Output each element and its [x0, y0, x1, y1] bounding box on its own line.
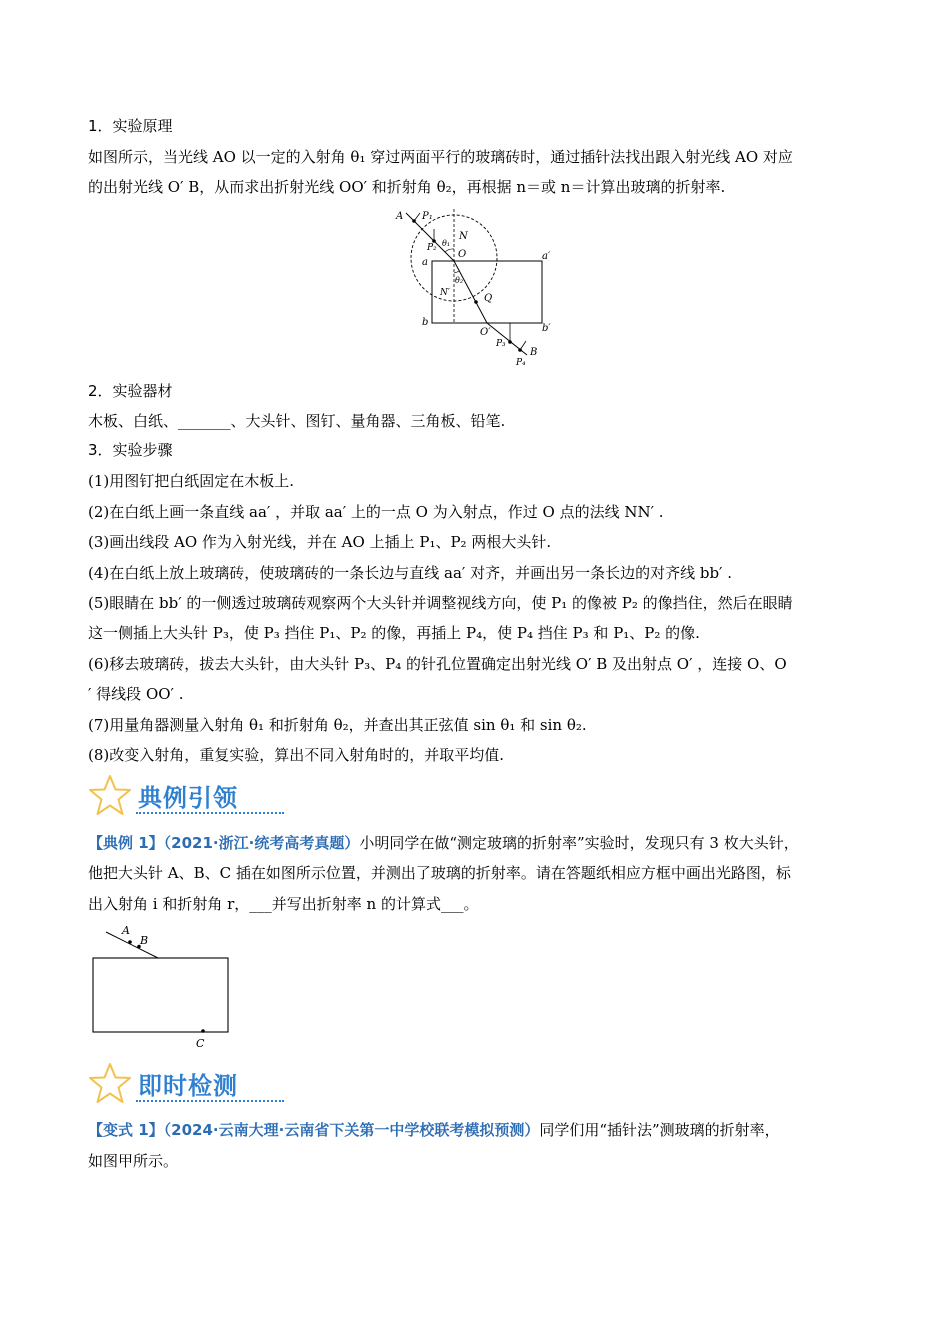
label-a-prime: a′: [542, 251, 551, 262]
step-5a: (5)眼睛在 bb′ 的一侧透过玻璃砖观察两个大头针并调整视线方向，使 P₁ 的像被 P₂ 的像挡住，然后在眼睛: [88, 594, 793, 612]
step-4: (4)在白纸上放上玻璃砖，使玻璃砖的一条长边与直线 aa′ 对齐，并画出另一条长边的对齐线 bb′ .: [88, 564, 732, 582]
refracted-ray: [454, 261, 487, 323]
step-7: (7)用量角器测量入射角 θ₁ 和折射角 θ₂，并查出其正弦值 sin θ₁ 和 sin θ₂.: [88, 716, 587, 734]
glass-block-figure: [90, 922, 235, 1052]
label-P4: P₄: [516, 358, 526, 368]
example-line-3: 出入射角 i 和折射角 r，___并写出折射率 n 的计算式___。: [88, 895, 479, 913]
label-P3: P₃: [496, 339, 506, 349]
refraction-diagram: [392, 205, 562, 370]
banner-underline: [136, 812, 284, 814]
pin-p1-stem: [414, 213, 420, 221]
example-line-1: [88, 832, 868, 854]
point-q: [474, 300, 478, 304]
example-source: （2021·浙江·统考高考真题）: [163, 834, 360, 852]
label-theta1: θ₁: [442, 239, 451, 248]
label-P1-top: P₁: [422, 211, 433, 222]
label-B: B: [530, 347, 538, 358]
example-line-2: 他把大头针 A、B、C 插在如图所示位置，并测出了玻璃的折射率。请在答题纸相应方框中画出光路图，标: [88, 864, 791, 882]
incident-line: [106, 932, 158, 958]
variant-line-1: [88, 1119, 868, 1141]
step-3: (3)画出线段 AO 作为入射光线，并在 AO 上插上 P₁、P₂ 两根大头针.: [88, 533, 552, 551]
label-N: N: [459, 231, 468, 242]
variant-text-1: 同学们用“插针法”测玻璃的折射率，: [539, 1121, 780, 1139]
label-A: A: [396, 211, 404, 222]
label-N-prime: N′: [440, 288, 450, 298]
label-O: O: [458, 249, 467, 260]
heading-principle: 1．实验原理: [88, 117, 173, 135]
label-pin-C: C: [196, 1037, 205, 1050]
heading-steps: 3．实验步骤: [88, 441, 173, 459]
star-icon: [88, 774, 132, 816]
label-Q: Q: [484, 293, 493, 304]
principle-text-2: 的出射光线 O′ B，从而求出折射光线 OO′ 和折射角 θ₂，再根据 n＝或 n＝计算出玻璃的折射率.: [88, 178, 726, 196]
glass-rectangle: [93, 958, 228, 1032]
example-text-1: 小明同学在做“测定玻璃的折射率”实验时，发现只有 3 枚大头针，: [359, 834, 799, 852]
variant-tag: 【变式 1】: [88, 1121, 164, 1139]
example-tag: 【典例 1】: [88, 834, 164, 852]
pin-c: [201, 1029, 205, 1033]
banner-check: [88, 1060, 288, 1104]
pin-a: [128, 940, 132, 944]
star-icon: [88, 1062, 132, 1104]
label-b: b: [422, 317, 429, 328]
banner-example: [88, 772, 288, 816]
banner-underline: [136, 1100, 284, 1102]
banner-example-title: 典例引领: [138, 784, 238, 812]
label-O-prime: O′: [480, 327, 491, 338]
step-2: (2)在白纸上画一条直线 aa′ ，并取 aa′ 上的一点 O 为入射点，作过 O 点的法线 NN′ .: [88, 503, 664, 521]
step-5b: 这一侧插上大头针 P₃，使 P₃ 挡住 P₁、P₂ 的像，再插上 P₄，使 P₄ 挡住 P₃ 和 P₁、P₂ 的像.: [88, 624, 700, 642]
step-8: (8)改变入射角，重复实验，算出不同入射角时的，并取平均值.: [88, 746, 505, 764]
principle-text-1: 如图所示，当光线 AO 以一定的入射角 θ₁ 穿过两面平行的玻璃砖时，通过插针法找出跟入射光线 AO 对应: [88, 148, 793, 166]
banner-check-title: 即时检测: [138, 1072, 238, 1100]
heading-equipment: 2．实验器材: [88, 382, 173, 400]
label-theta2: θ₂: [455, 276, 464, 285]
variant-source: （2024·云南大理·云南省下关第一中学校联考模拟预测）: [163, 1121, 540, 1139]
label-pin-B: B: [140, 934, 149, 947]
step-6a: (6)移去玻璃砖，拔去大头针，由大头针 P₃、P₄ 的针孔位置确定出射光线 O′ B 及出射点 O′ ，连接 O、O: [88, 655, 787, 673]
label-a: a: [422, 257, 428, 268]
label-b-prime: b′: [542, 323, 551, 334]
step-6b: ′ 得线段 OO′ .: [88, 685, 184, 703]
label-P2: P₂: [427, 243, 437, 253]
pin-p4-stem: [520, 341, 526, 350]
label-pin-A: A: [122, 924, 130, 937]
angle-arc-1: [445, 249, 454, 252]
step-1: (1)用图钉把白纸固定在木板上.: [88, 472, 295, 490]
variant-line-2: 如图甲所示。: [88, 1152, 179, 1170]
angle-arc-2: [454, 271, 459, 273]
equipment-text: 木板、白纸、_______、大头针、图钉、量角器、三角板、铅笔.: [88, 412, 506, 430]
